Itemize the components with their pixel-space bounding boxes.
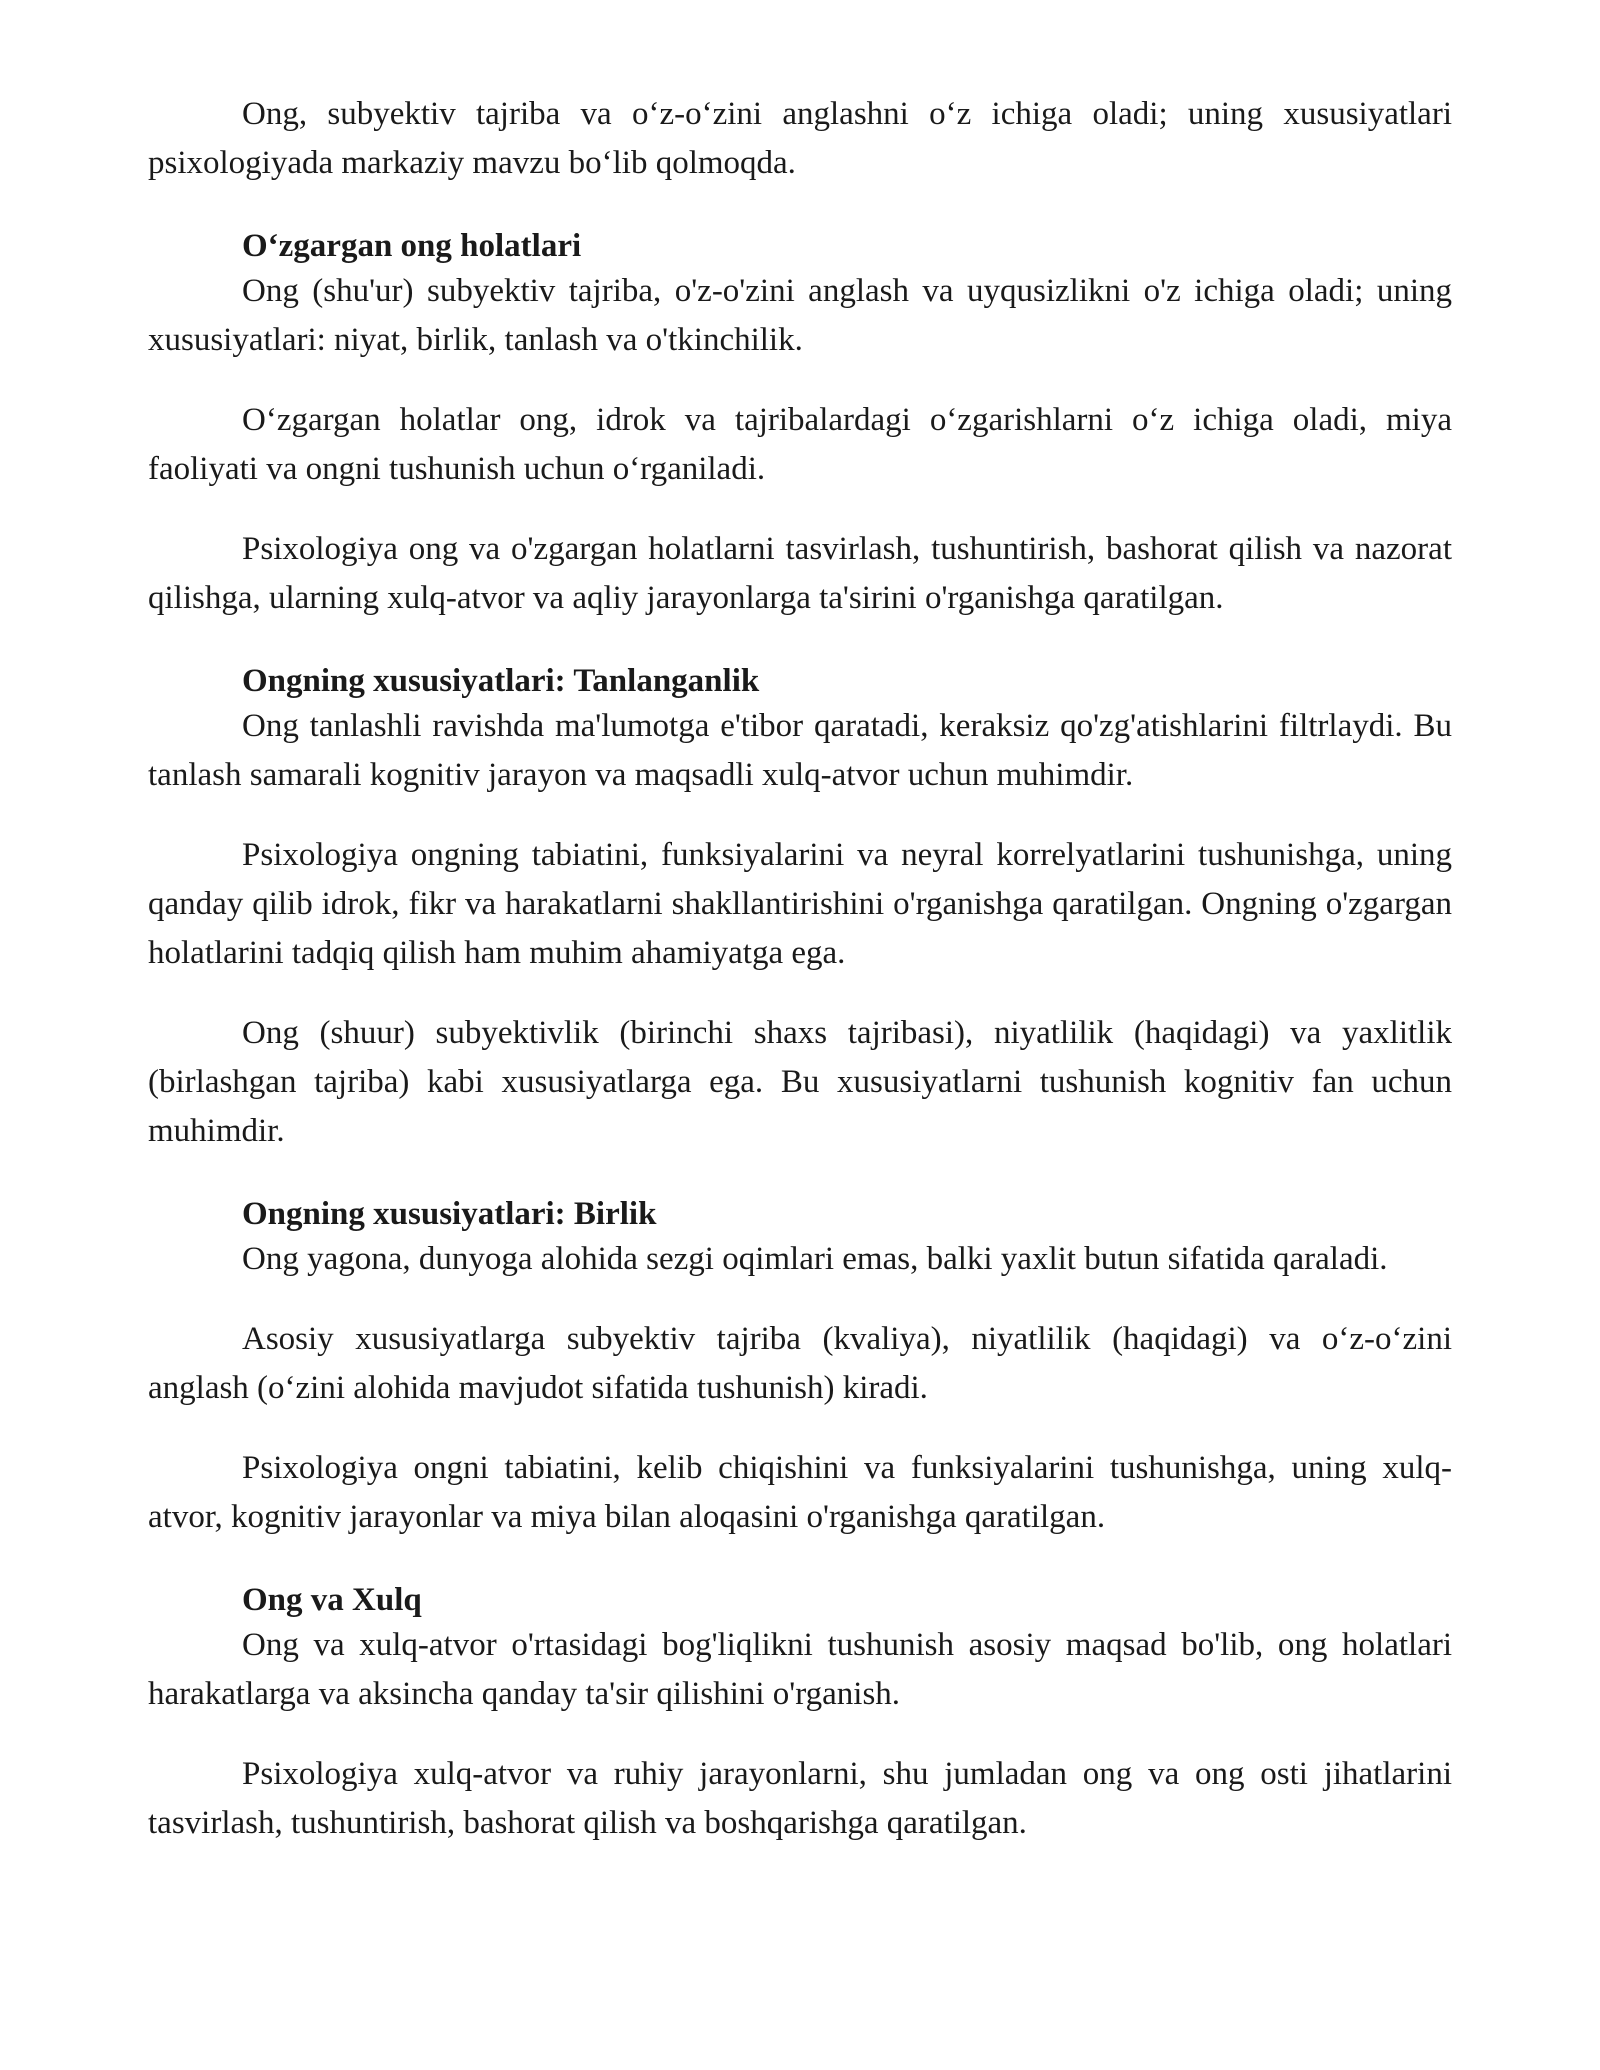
paragraph-main-properties: Asosiy xususiyatlarga subyektiv tajriba (kvaliya), niyatlilik (haqidagi) va o‘z-o‘zini anglash (o‘zini alohida mavjudot sifatida tushunish) kiradi. (148, 1321, 1452, 1406)
heading-unity: Ongning xususiyatlari: Birlik (242, 1196, 657, 1232)
paragraph-intro: Ong, subyektiv tajriba va o‘z-o‘zini anglashni o‘z ichiga oladi; uning xususiyatlari psixologiyada markaziy mavzu bo‘lib qolmoqda. (148, 96, 1452, 181)
heading-selectivity: Ongning xususiyatlari: Tanlanganlik (242, 663, 760, 699)
heading-consciousness-behavior: Ong va Xulq (242, 1582, 422, 1618)
paragraph-subjectivity: Ong (shuur) subyektivlik (birinchi shaxs tajribasi), niyatlilik (haqidagi) va yaxlitlik (birlashgan tajriba) kabi xususiyatlarga ega. Bu xususiyatlarni tushunish kognitiv fan uchun muhimdir. (148, 1015, 1452, 1149)
paragraph-altered-states: O‘zgargan holatlar ong, idrok va tajribalardagi o‘zgarishlarni o‘z ichiga oladi, miya faoliyati va ongni tushunish uchun o‘rganiladi. (148, 402, 1452, 487)
paragraph-selectivity: Ong tanlashli ravishda ma'lumotga e'tibor qaratadi, keraksiz qo'zg'atishlarini filtrlaydi. Bu tanlash samarali kognitiv jarayon va maqsadli xulq-atvor uchun muhimdir. (148, 708, 1452, 793)
heading-altered-states: O‘zgargan ong holatlari (242, 228, 582, 264)
document-page (148, 90, 1452, 1848)
paragraph-psychology-behavior: Psixologiya xulq-atvor va ruhiy jarayonlarni, shu jumladan ong va ong osti jihatlarini tasvirlash, tushuntirish, bashorat qilish va boshqarishga qaratilgan. (148, 1756, 1452, 1841)
paragraph-unity: Ong yagona, dunyoga alohida sezgi oqimlari emas, balki yaxlit butun sifatida qaraladi. (242, 1241, 1388, 1277)
paragraph-psychology-nature: Psixologiya ongning tabiatini, funksiyalarini va neyral korrelyatlarini tushunishga, uning qanday qilib idrok, fikr va harakatlarni shakllantirishini o'rganishga qaratilgan. Ongning o'zgargan holatlarini tadqiq qilish ham muhim ahamiyatga ega. (148, 837, 1452, 971)
paragraph-psychology-altered: Psixologiya ong va o'zgargan holatlarni tasvirlash, tushuntirish, bashorat qilish va nazorat qilishga, ularning xulq-atvor va aqliy jarayonlarga ta'sirini o'rganishga qaratilgan. (148, 531, 1452, 616)
paragraph-psychology-origin: Psixologiya ongni tabiatini, kelib chiqishini va funksiyalarini tushunishga, uning xulq-atvor, kognitiv jarayonlar va miya bilan aloqasini o'rganishga qaratilgan. (148, 1450, 1452, 1535)
paragraph-consciousness-properties: Ong (shu'ur) subyektiv tajriba, o'z-o'zini anglash va uyqusizlikni o'z ichiga oladi; uning xususiyatlari: niyat, birlik, tanlash va o'tkinchilik. (148, 273, 1452, 358)
paragraph-behavior-link: Ong va xulq-atvor o'rtasidagi bog'liqlikni tushunish asosiy maqsad bo'lib, ong holatlari harakatlarga va aksincha qanday ta'sir qilishini o'rganish. (148, 1627, 1452, 1712)
